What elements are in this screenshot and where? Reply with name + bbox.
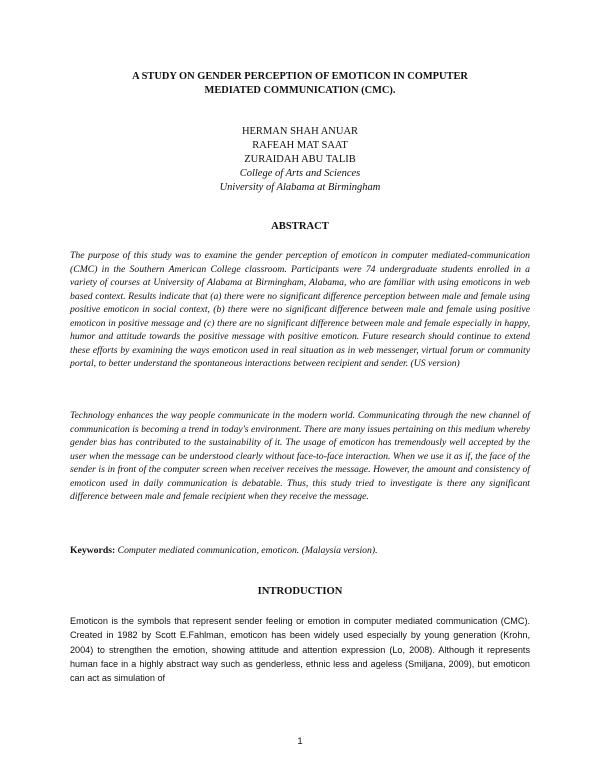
author-name: RAFEAH MAT SAAT xyxy=(252,140,348,151)
keywords-label: Keywords: xyxy=(70,545,116,556)
paper-title xyxy=(60,70,540,98)
title-line-1: A STUDY ON GENDER PERCEPTION OF EMOTICON IN COMPUTER xyxy=(132,71,468,82)
title-line-2: MEDIATED COMMUNICATION (CMC). xyxy=(204,85,396,96)
abstract-heading: ABSTRACT xyxy=(271,221,329,232)
affiliation-college: College of Arts and Sciences xyxy=(239,168,361,179)
page-number: 1 xyxy=(297,736,303,747)
keywords-line xyxy=(70,544,530,558)
introduction-paragraph: Emoticon is the symbols that represent sender feeling or emotion in computer mediated communication (CMC). Created in 1982 by Scott E.Fahlman, emoticon has been widely used especially by young generation (Krohn, 2004) to strengthen the emotion, showing attitude and attention expression (Lo, 2008). Although it represents human face in a highly abstract way such as genderless, ethnic less and ageless (Smiljana, 2009), but emoticon can act as simulation of xyxy=(70,616,530,684)
affiliation-university: University of Alabama at Birmingham xyxy=(219,182,381,193)
introduction-heading: INTRODUCTION xyxy=(257,586,343,597)
author-name: ZURAIDAH ABU TALIB xyxy=(244,154,356,165)
author-name: HERMAN SHAH ANUAR xyxy=(241,126,359,137)
abstract-paragraph-2: Technology enhances the way people communicate in the modern world. Communicating through the new channel of communication is becoming a trend in today's environment. There are many issues pertaining on this medium whereby gender bias has contributed to the sustainability of it. The usage of emoticon has tremendously well accepted by the user when the message can be understood clearly without face-to-face interaction. When we use it as if, the face of the sender is in front of the computer screen when receiver receives the message. However, the amount and consistency of emoticon used in daily communication is debatable. Thus, this study tried to investigate is there any significant difference between male and female recipient when they receive the message. xyxy=(70,410,530,502)
author-block xyxy=(60,125,540,195)
abstract-paragraph-1: The purpose of this study was to examine the gender perception of emoticon in computer mediated-communication (CMC) in the Southern American College classroom. Participants were 74 undergraduate students enrolled in a variety of courses at University of Alabama at Birmingham, Alabama, who are familiar with using emoticons in web based context. Results indicate that (a) there were no significant difference perception between male and female using positive emoticon in social context, (b) there were no significant difference between male and female using positive emoticon in positive message and (c) there are no significant difference between male and female especially in happy, humor and attitude towards the positive message with positive emoticon. Future research should continue to extend these efforts by examining the ways emoticon used in real situation as in web messenger, virtual forum or community portal, to better understand the spontaneous interactions between recipient and sender. (US version) xyxy=(70,250,530,369)
keywords-text: Computer mediated communication, emoticon. (Malaysia version). xyxy=(117,545,378,556)
